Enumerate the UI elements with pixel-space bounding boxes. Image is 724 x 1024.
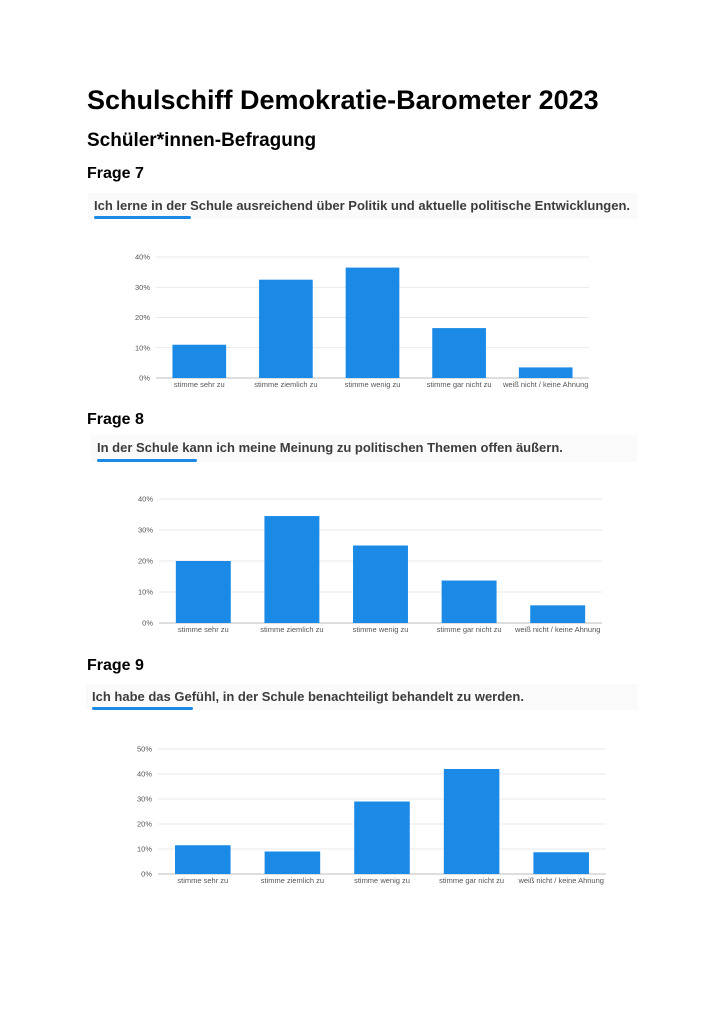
bar-1 bbox=[172, 345, 226, 378]
question-9-banner bbox=[86, 684, 638, 710]
y-tick-label: 40% bbox=[137, 494, 153, 504]
x-category-label: stimme sehr zu bbox=[177, 876, 229, 885]
y-tick-label: 0% bbox=[142, 618, 153, 628]
y-tick-label: 20% bbox=[136, 819, 152, 829]
question-7-label: Frage 7 bbox=[87, 165, 144, 182]
x-category-label: stimme wenig zu bbox=[352, 625, 409, 634]
y-tick-label: 30% bbox=[136, 794, 152, 804]
question-8-bar-chart bbox=[118, 490, 608, 638]
x-category-label: weiß nicht / keine Ahnung bbox=[502, 380, 589, 389]
x-category-label: stimme wenig zu bbox=[354, 876, 410, 885]
page-subtitle: Schüler*innen-Befragung bbox=[87, 130, 317, 151]
y-tick-label: 30% bbox=[137, 525, 153, 535]
question-8-label: Frage 8 bbox=[87, 411, 144, 428]
bar-4 bbox=[432, 328, 486, 378]
bar-3 bbox=[354, 802, 410, 875]
x-category-label: stimme gar nicht zu bbox=[426, 380, 492, 389]
bar-1 bbox=[176, 561, 231, 623]
question-9-label: Frage 9 bbox=[87, 657, 144, 674]
x-category-label: stimme sehr zu bbox=[177, 625, 229, 634]
x-category-label: stimme sehr zu bbox=[173, 380, 225, 389]
y-tick-label: 30% bbox=[134, 282, 150, 292]
bar-5 bbox=[530, 605, 585, 623]
y-tick-label: 20% bbox=[134, 313, 150, 322]
bar-1 bbox=[175, 845, 231, 874]
x-category-label: stimme wenig zu bbox=[344, 380, 401, 389]
y-tick-label: 40% bbox=[136, 769, 152, 779]
bar-4 bbox=[442, 581, 497, 623]
y-tick-label: 0% bbox=[139, 373, 150, 383]
question-8-underline bbox=[97, 459, 197, 462]
question-8-text: In der Schule kann ich meine Meinung zu politischen Themen offen äußern. bbox=[97, 440, 563, 455]
x-category-label: stimme gar nicht zu bbox=[436, 625, 502, 634]
y-tick-label: 50% bbox=[136, 744, 152, 754]
y-tick-label: 20% bbox=[137, 556, 153, 566]
question-7-bar-chart bbox=[118, 248, 598, 393]
x-category-label: stimme gar nicht zu bbox=[439, 876, 505, 885]
x-category-label: weiß nicht / keine Ahnung bbox=[518, 876, 604, 885]
question-7-banner bbox=[88, 193, 638, 219]
y-tick-label: 40% bbox=[134, 252, 150, 262]
x-category-label: weiß nicht / keine Ahnung bbox=[514, 625, 601, 634]
x-category-label: stimme ziemlich zu bbox=[260, 625, 324, 634]
question-9-underline bbox=[92, 707, 193, 710]
bar-3 bbox=[353, 546, 408, 624]
y-tick-label: 10% bbox=[136, 844, 152, 854]
bar-4 bbox=[444, 769, 500, 874]
question-9-text: Ich habe das Gefühl, in der Schule benachteiligt behandelt zu werden. bbox=[92, 689, 524, 704]
bar-3 bbox=[346, 268, 400, 378]
bar-2 bbox=[265, 852, 321, 875]
question-7-text: Ich lerne in der Schule ausreichend über Politik und aktuelle politische Entwicklungen. bbox=[94, 198, 631, 213]
bar-2 bbox=[259, 280, 313, 378]
x-category-label: stimme ziemlich zu bbox=[260, 876, 325, 885]
question-8-banner bbox=[91, 435, 637, 462]
x-category-label: stimme ziemlich zu bbox=[254, 380, 318, 389]
y-tick-label: 0% bbox=[141, 869, 152, 879]
page-title: Schulschiff Demokratie-Barometer 2023 bbox=[87, 85, 599, 115]
question-7-underline bbox=[94, 216, 191, 219]
bar-5 bbox=[519, 367, 573, 378]
y-tick-label: 10% bbox=[134, 343, 150, 353]
bar-5 bbox=[533, 852, 589, 874]
bar-2 bbox=[264, 516, 319, 623]
y-tick-label: 10% bbox=[137, 587, 153, 597]
question-9-bar-chart bbox=[118, 740, 608, 890]
